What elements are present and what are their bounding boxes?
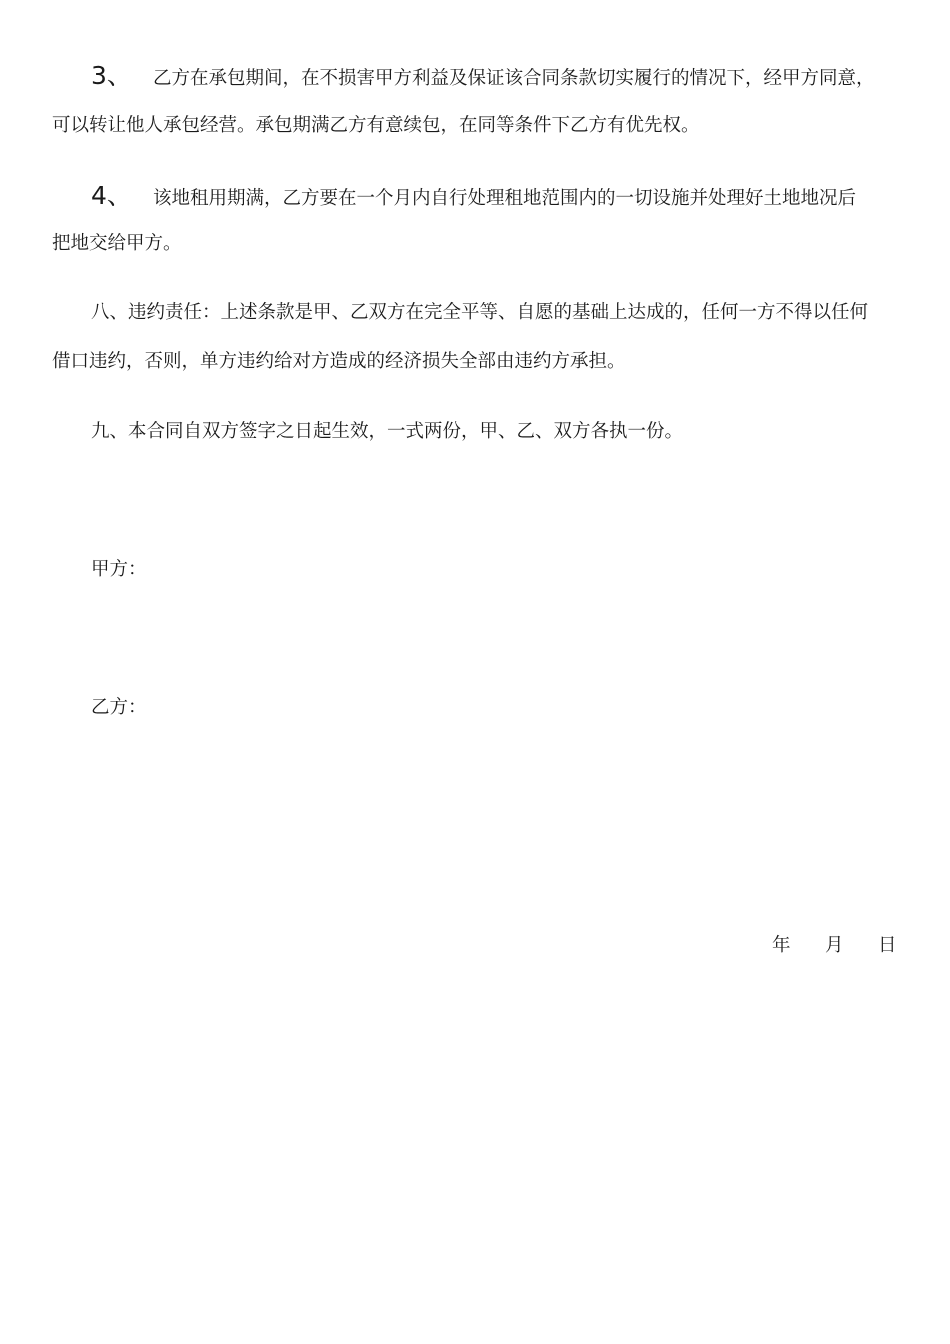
clause-3-line-2: 可以转让他人承包经营。承包期满乙方有意续包，在同等条件下乙方有优先权。: [52, 115, 700, 136]
clause-4-text-1: 该地租用期满，乙方要在一个月内自行处理租地范围内的一切设施并处理好土地地况后: [153, 188, 857, 209]
date-day: 日: [878, 935, 897, 956]
clause-3-number: 3、: [91, 61, 132, 90]
party-b-signature: 乙方：: [91, 697, 147, 718]
party-a-signature: 甲方：: [91, 559, 147, 580]
clause-4-line-1: [91, 181, 857, 211]
breach-clause-line-2: 借口违约，否则，单方违约给对方造成的经济损失全部由违约方承担。: [52, 351, 626, 372]
date-month: 月: [825, 935, 844, 956]
breach-clause-line-1: 八、违约责任：上述条款是甲、乙双方在完全平等、自愿的基础上达成的，任何一方不得以任何: [91, 302, 869, 323]
clause-4-number: 4、: [91, 181, 132, 210]
date-year: 年: [772, 935, 791, 956]
clause-3-line-1: [91, 61, 875, 91]
effect-clause-line-1: 九、本合同自双方签字之日起生效，一式两份，甲、乙、双方各执一份。: [91, 421, 684, 442]
clause-4-line-2: 把地交给甲方。: [52, 233, 182, 254]
clause-3-text-1: 乙方在承包期间，在不损害甲方利益及保证该合同条款切实履行的情况下，经甲方同意，: [153, 68, 875, 89]
